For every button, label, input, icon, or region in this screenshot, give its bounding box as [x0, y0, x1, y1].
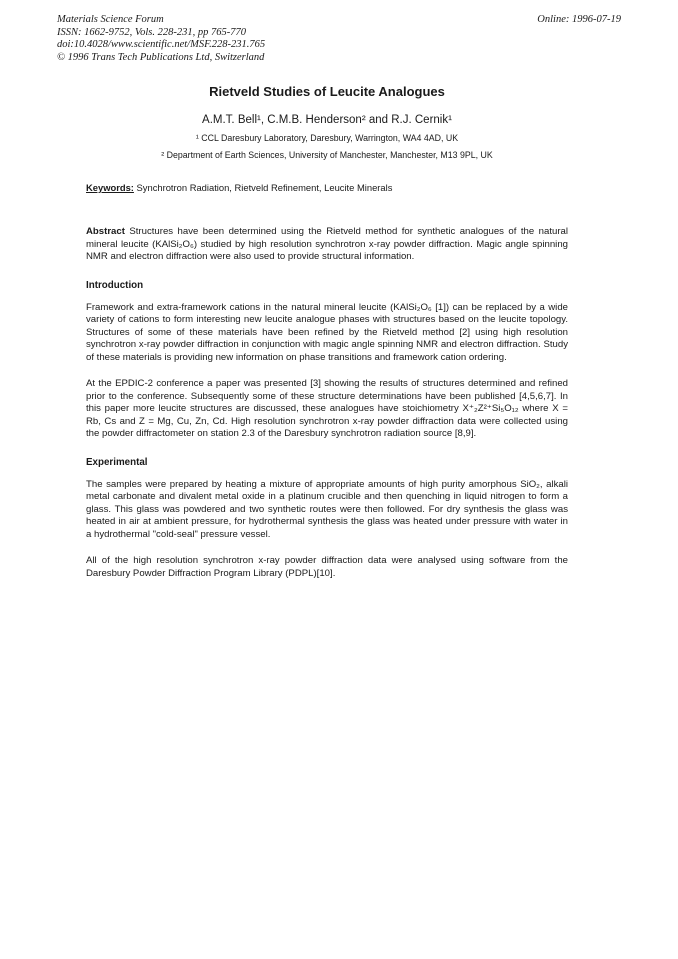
section-heading-introduction: Introduction	[86, 279, 144, 291]
journal-header	[0, 14, 678, 64]
abstract-text: Structures have been determined using the Rietveld method for synthetic analogues of the natural mineral leucite (KAlSi₂O₆) studied by high resolution synchrotron x-ray powder diffraction. Magic angle spinning NMR and electron diffraction were also used to provide structural information.	[86, 226, 568, 262]
introduction-paragraph-1: Framework and extra-framework cations in the natural mineral leucite (KAlSi₂O₆ [1]) can be replaced by a wide variety of cations to form interesting new leucite analogue phases with structures based on the leucite topology. Structures of some of these materials have been refined by the Rietveld method [2] using high resolution synchrotron x-ray powder diffraction in conjunction with magic angle spinning NMR and electron diffraction. Study of these materials is providing new information on phase transitions and framework cation ordering.	[86, 301, 568, 363]
doi-line: doi:10.4028/www.scientific.net/MSF.228-231.765	[57, 39, 266, 50]
introduction-paragraph-2: At the EPDIC-2 conference a paper was presented [3] showing the results of structures determined and refined prior to the conference. Subsequently some of these structure determinations have been published [4,5,6,7]. In this paper more leucite structures are discussed, these analogues have stoichiometry X⁺₂Z²⁺Si₅O₁₂ where X = Rb, Cs and Z = Mg, Cu, Zn, Cd. High resolution synchrotron x-ray powder diffraction data were collected using the powder diffractometer on station 2.3 of the Daresbury synchrotron radiation source [8,9].	[86, 378, 568, 439]
keywords-text: Synchrotron Radiation, Rietveld Refinement, Leucite Minerals	[133, 182, 393, 193]
experimental-paragraph-1: The samples were prepared by heating a mixture of appropriate amounts of high purity amorphous SiO₂, alkali metal carbonate and divalent metal oxide in a platinum crucible and then quenching in liquid nitrogen to form a glass. This glass was powdered and two synthetic routes were then followed. For dry synthesis the glass was heated in air at ambient pressure, for hydrothermal synthesis the glass was heated under pressure with water in a hydrothermal "cold-seal" pressure vessel.	[86, 478, 568, 540]
journal-name: Materials Science Forum	[57, 14, 164, 25]
issn-volume-line: ISSN: 1662-9752, Vols. 228-231, pp 765-770	[57, 26, 246, 38]
journal-meta-block	[57, 14, 265, 64]
keywords-label: Keywords:	[86, 182, 134, 193]
authors-line: A.M.T. Bell¹, C.M.B. Henderson² and R.J. Cernik¹	[202, 114, 452, 126]
paper-body	[0, 84, 678, 580]
experimental-paragraph-2: All of the high resolution synchrotron x-ray powder diffraction data were analysed using software from the Daresbury Powder Diffraction Program Library (PDPL)[10].	[86, 555, 568, 579]
affiliation-2: ² Department of Earth Sciences, University of Manchester, Manchester, M13 9PL, UK	[161, 150, 493, 160]
paper-title: Rietveld Studies of Leucite Analogues	[209, 84, 445, 99]
abstract-paragraph	[86, 226, 568, 264]
section-heading-experimental: Experimental	[86, 456, 148, 468]
keywords-line	[86, 182, 568, 193]
abstract-label: Abstract	[86, 226, 125, 237]
online-date: Online: 1996-07-19	[537, 14, 621, 25]
affiliation-1: ¹ CCL Daresbury Laboratory, Daresbury, Warrington, WA4 4AD, UK	[195, 133, 459, 143]
copyright-line: © 1996 Trans Tech Publications Ltd, Switzerland	[57, 51, 265, 63]
